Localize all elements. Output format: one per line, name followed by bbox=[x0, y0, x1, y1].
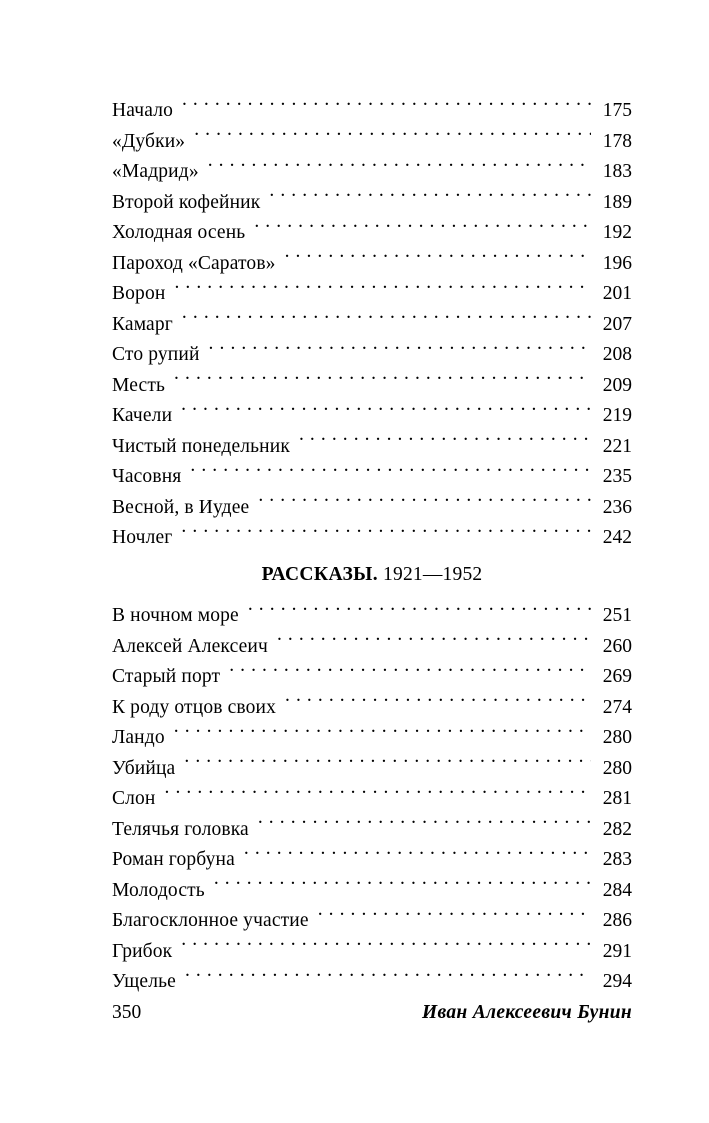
toc-entry-page-number: 189 bbox=[602, 191, 632, 213]
toc-entry-page-number: 280 bbox=[602, 757, 632, 779]
toc-entry-title: Камарг bbox=[112, 313, 173, 335]
toc-entry[interactable] bbox=[112, 432, 632, 463]
toc-dot-leader bbox=[181, 524, 591, 544]
toc-dot-leader bbox=[185, 968, 591, 988]
toc-dot-leader bbox=[208, 158, 591, 178]
toc-dot-leader bbox=[285, 249, 591, 269]
toc-entry[interactable] bbox=[112, 523, 632, 554]
toc-entry-page-number: 274 bbox=[602, 696, 632, 718]
toc-entry[interactable] bbox=[112, 662, 632, 693]
toc-entry-page-number: 242 bbox=[602, 527, 632, 548]
toc-dot-leader bbox=[190, 463, 591, 483]
toc-dot-leader bbox=[299, 432, 591, 452]
toc-entry-page-number: 260 bbox=[602, 635, 632, 657]
toc-entry[interactable] bbox=[112, 218, 632, 249]
toc-entry-page-number: 209 bbox=[602, 374, 632, 396]
toc-entry[interactable] bbox=[112, 723, 632, 754]
section-heading-years: 1921—1952 bbox=[377, 564, 483, 585]
section-heading-title: РАССКАЗЫ. bbox=[261, 564, 378, 585]
toc-dot-leader bbox=[174, 371, 591, 391]
toc-entry-title: Второй кофейник bbox=[112, 191, 261, 213]
toc-dot-leader bbox=[181, 402, 591, 422]
toc-entry-title: Сто рупий bbox=[112, 344, 200, 365]
toc-dot-leader bbox=[277, 632, 591, 652]
toc-entry[interactable] bbox=[112, 845, 632, 876]
toc-dot-leader bbox=[174, 280, 591, 300]
toc-dot-leader bbox=[194, 127, 591, 147]
toc-dot-leader bbox=[181, 937, 591, 957]
toc-entry-page-number: 201 bbox=[602, 283, 632, 304]
toc-entry[interactable] bbox=[112, 937, 632, 968]
toc-entry[interactable] bbox=[112, 632, 632, 663]
toc-entry-page-number: 178 bbox=[602, 130, 632, 152]
toc-dot-leader bbox=[182, 310, 591, 330]
toc-entry-title: Часовня bbox=[112, 466, 182, 487]
toc-entry-page-number: 282 bbox=[602, 818, 632, 840]
toc-entry-page-number: 219 bbox=[602, 405, 632, 426]
toc-entry-page-number: 207 bbox=[602, 313, 632, 335]
toc-entry-title: Грибок bbox=[112, 940, 173, 962]
toc-entry[interactable] bbox=[112, 96, 632, 127]
toc-entry[interactable] bbox=[112, 784, 632, 815]
toc-entry-page-number: 291 bbox=[602, 940, 632, 962]
toc-entry-page-number: 235 bbox=[602, 466, 632, 487]
toc-entry-title: Ущелье bbox=[112, 971, 176, 992]
toc-entry-page-number: 175 bbox=[602, 100, 632, 121]
toc-entry-title: Алексей Алексеич bbox=[112, 635, 268, 657]
toc-entry[interactable] bbox=[112, 601, 632, 632]
toc-entry-title: Убийца bbox=[112, 757, 176, 779]
toc-entry-title: В ночном море bbox=[112, 605, 239, 626]
toc-entry-title: Старый порт bbox=[112, 666, 221, 687]
toc-entry-title: «Дубки» bbox=[112, 130, 186, 152]
toc-entry-page-number: 183 bbox=[602, 161, 632, 182]
toc-entry-title: Весной, в Иудее bbox=[112, 496, 250, 518]
toc-entry[interactable] bbox=[112, 493, 632, 524]
toc-entry[interactable] bbox=[112, 693, 632, 724]
page-footer bbox=[112, 999, 632, 1027]
toc-entry[interactable] bbox=[112, 906, 632, 937]
toc-entry-page-number: 221 bbox=[602, 435, 632, 457]
toc-entry[interactable] bbox=[112, 157, 632, 188]
toc-entry-page-number: 281 bbox=[602, 788, 632, 809]
toc-section-1 bbox=[112, 96, 632, 554]
toc-dot-leader bbox=[229, 663, 591, 683]
toc-entry-title: Ночлег bbox=[112, 527, 173, 548]
toc-dot-leader bbox=[318, 907, 591, 927]
toc-entry[interactable] bbox=[112, 188, 632, 219]
toc-entry[interactable] bbox=[112, 310, 632, 341]
toc-entry-title: Ландо bbox=[112, 727, 165, 748]
toc-entry[interactable] bbox=[112, 279, 632, 310]
toc-entry-page-number: 236 bbox=[602, 496, 632, 518]
toc-entry-page-number: 192 bbox=[602, 222, 632, 243]
toc-entry-title: Пароход «Саратов» bbox=[112, 252, 276, 274]
toc-dot-leader bbox=[248, 602, 591, 622]
section-heading-rasskazy bbox=[112, 560, 632, 590]
toc-dot-leader bbox=[174, 724, 591, 744]
toc-entry-title: Месть bbox=[112, 374, 166, 396]
toc-dot-leader bbox=[209, 341, 591, 361]
toc-entry-page-number: 208 bbox=[602, 344, 632, 365]
toc-entry-title: Ворон bbox=[112, 283, 166, 304]
toc-dot-leader bbox=[214, 876, 591, 896]
toc-entry[interactable] bbox=[112, 462, 632, 493]
toc-entry[interactable] bbox=[112, 340, 632, 371]
toc-dot-leader bbox=[182, 97, 591, 117]
toc-entry-title: Качели bbox=[112, 405, 173, 426]
toc-dot-leader bbox=[269, 188, 591, 208]
toc-dot-leader bbox=[258, 815, 591, 835]
toc-section-2 bbox=[112, 601, 632, 998]
toc-entry-title: Телячья головка bbox=[112, 818, 249, 840]
toc-entry-title: Благосклонное участие bbox=[112, 910, 309, 931]
toc-entry-page-number: 284 bbox=[602, 879, 632, 901]
toc-dot-leader bbox=[184, 754, 591, 774]
toc-dot-leader bbox=[285, 693, 591, 713]
toc-dot-leader bbox=[258, 493, 591, 513]
toc-entry-title: «Мадрид» bbox=[112, 161, 199, 182]
toc-entry-page-number: 283 bbox=[602, 849, 632, 870]
toc-dot-leader bbox=[244, 846, 591, 866]
toc-entry-page-number: 251 bbox=[602, 605, 632, 626]
toc-entry-page-number: 280 bbox=[602, 727, 632, 748]
toc-dot-leader bbox=[165, 785, 591, 805]
toc-entry[interactable] bbox=[112, 815, 632, 846]
toc-entry-title: Слон bbox=[112, 788, 156, 809]
toc-dot-leader bbox=[254, 219, 591, 239]
toc-entry[interactable] bbox=[112, 754, 632, 785]
toc-entry[interactable] bbox=[112, 249, 632, 280]
toc-entry-page-number: 286 bbox=[602, 910, 632, 931]
toc-entry-title: Начало bbox=[112, 100, 173, 121]
toc-entry-title: Чистый понедельник bbox=[112, 435, 290, 457]
toc-entry-title: Холодная осень bbox=[112, 222, 246, 243]
toc-entry-page-number: 196 bbox=[602, 252, 632, 274]
toc-entry[interactable] bbox=[112, 127, 632, 158]
toc-entry-title: Роман горбуна bbox=[112, 849, 235, 870]
page-number: 350 bbox=[112, 1002, 142, 1023]
author-name: Иван Алексеевич Бунин bbox=[422, 1002, 632, 1023]
toc-entry-page-number: 269 bbox=[602, 666, 632, 687]
toc-entry-title: Молодость bbox=[112, 879, 205, 901]
toc-entry[interactable] bbox=[112, 967, 632, 998]
toc-entry-page-number: 294 bbox=[602, 971, 632, 992]
toc-entry[interactable] bbox=[112, 401, 632, 432]
toc-entry[interactable] bbox=[112, 876, 632, 907]
toc-entry-title: К роду отцов своих bbox=[112, 696, 277, 718]
toc-entry[interactable] bbox=[112, 371, 632, 402]
